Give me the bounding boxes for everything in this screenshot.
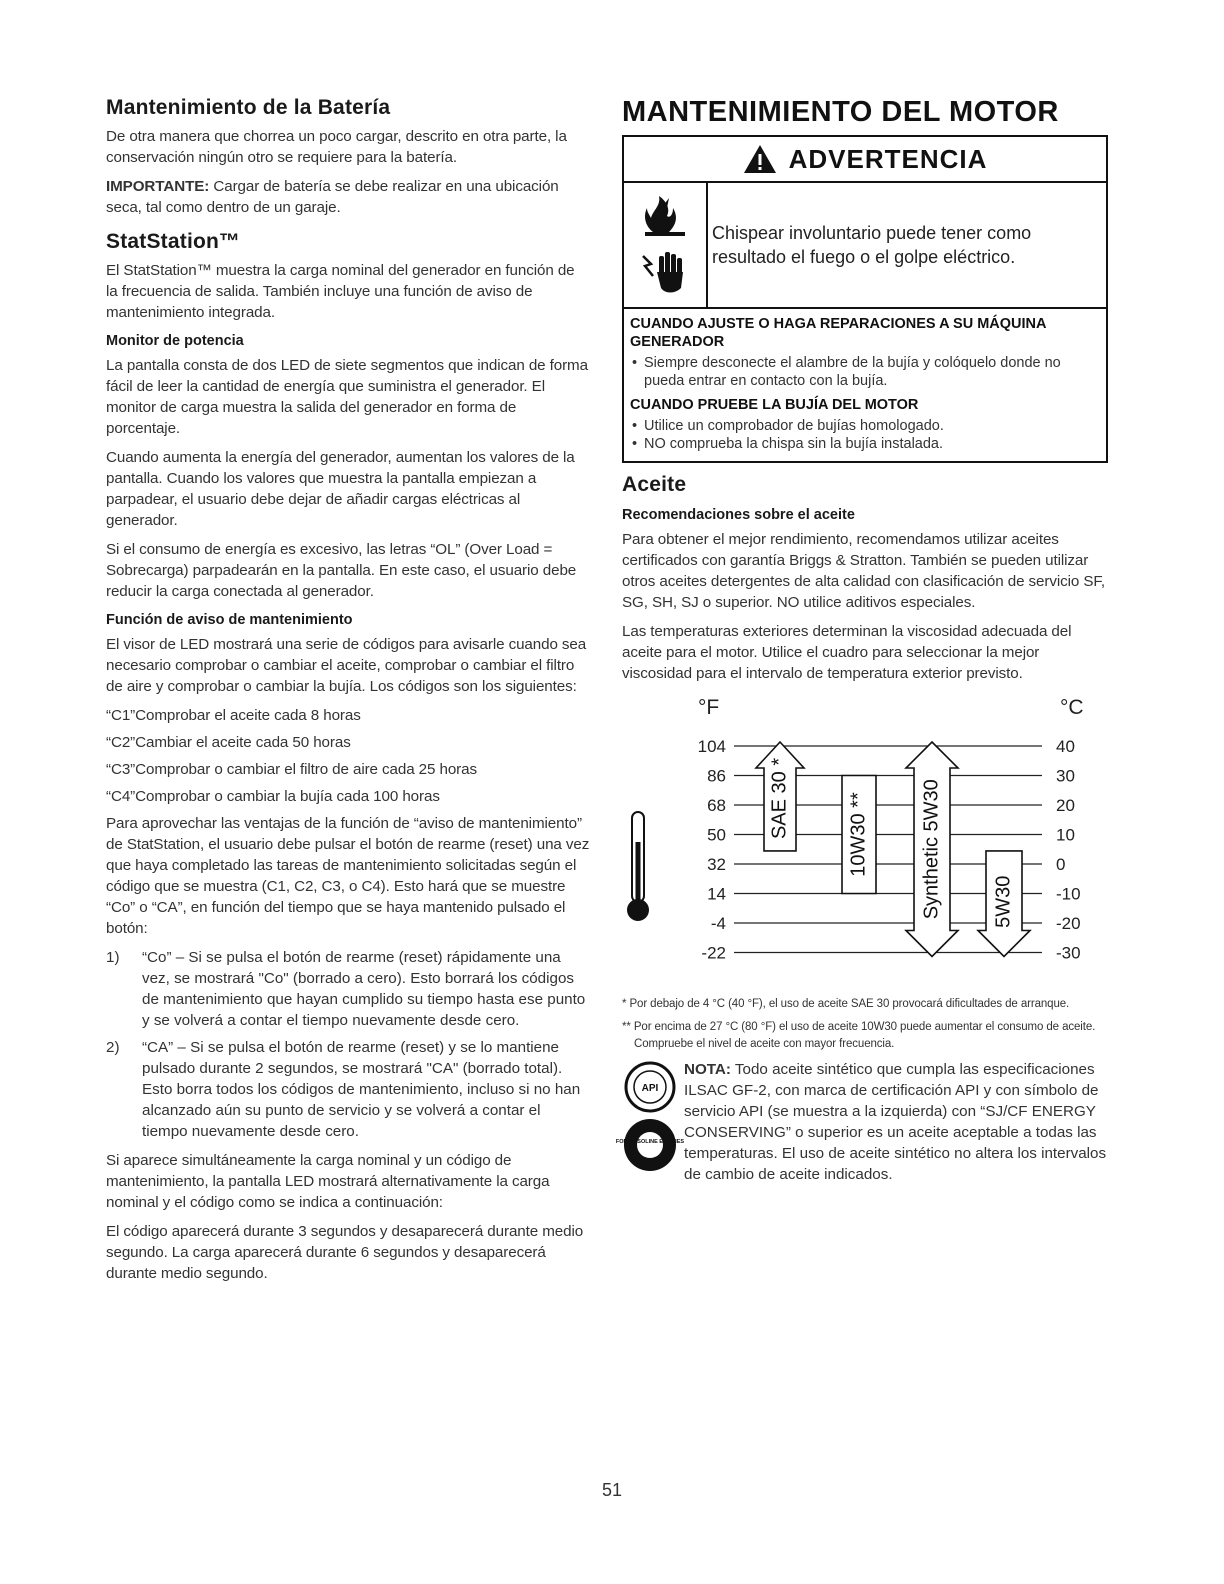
reset-steps — [106, 947, 590, 1142]
viscosity-chart — [622, 692, 1108, 988]
api-donut-text: FOR GASOLINE ENGINES — [615, 1139, 685, 1145]
api-service-symbol-icon — [615, 1059, 685, 1177]
code-c3: “C3”Comprobar o cambiar el filtro de aire cada 25 horas — [106, 761, 477, 778]
left-column — [106, 96, 590, 1292]
page-number: 51 — [601, 1480, 623, 1500]
nota-label: NOTA: — [684, 1061, 731, 1078]
c-tick-label: 30 — [1056, 766, 1075, 786]
aceite-title: Aceite — [622, 473, 687, 496]
important-text: Cargar de batería se debe realizar en una ubicación seca, tal como dentro de un garaje. — [106, 178, 559, 216]
warning-icons — [624, 183, 708, 307]
battery-paragraph: De otra manera que chorrea un poco cargar, descrito en otra parte, la conservación ningún otro se requiere para la batería. — [106, 128, 567, 166]
step-text: “CA” – Si se pulsa el botón de rearme (reset) y se lo mantiene pulsado durante 2 segundos, se mostrará "CA" (borrado total). Esto borra todos los códigos de mantenimiento, incluso si no han alcanzado aún su punto de servicio y se volverá a contar el tiempo nuevamente desde cero. — [142, 1039, 581, 1140]
footnote-1: * Por debajo de 4 °C (40 °F), el uso de aceite SAE 30 provocará dificultades de arranque. — [622, 998, 1070, 1010]
step-number: 1) — [106, 949, 120, 966]
unit-right-label: °C — [1060, 696, 1084, 719]
warning-triangle-icon — [743, 144, 777, 174]
aviso-paragraph-4: El código aparecerá durante 3 segundos y desaparecerá durante medio segundo. La carga aparecerá durante 6 segundos y desaparecerá durante medio segundo. — [106, 1223, 584, 1282]
f-tick-label: 14 — [707, 884, 726, 904]
recom-paragraph-1: Para obtener el mejor rendimiento, recomendamos utilizar aceites certificados con garantía Briggs & Stratton. También se pueden utilizar otros aceites detergentes de alta calidad con clasificación de servicio SF, SG, SH, SJ o superior. NO utilice aditivos especiales. — [622, 531, 1105, 611]
important-label: IMPORTANTE: — [106, 178, 210, 195]
unit-left-label: °F — [698, 696, 720, 719]
statstation-title: StatStation™ — [106, 230, 241, 253]
aviso-paragraph-2: Para aprovechar las ventajas de la función de “aviso de mantenimiento” de StatStation, el usuario debe pulsar el botón de rearme (reset) una vez que haya completado las tareas de mantenimiento solicitadas según el código que se muestra (C1, C2, C3, o C4). Esto hará que se muestre “Co” o “CA”, en función del tiempo que se haya mantenido pulsado el botón: — [106, 815, 590, 937]
code-c2: “C2”Cambiar el aceite cada 50 horas — [106, 734, 351, 751]
warning-header — [624, 137, 1106, 183]
aviso-paragraph-1: El visor de LED mostrará una serie de códigos para avisarle cuando sea necesario comprobar o cambiar el aceite, comprobar o cambiar el filtro de aire y comprobar o cambiar la bujía. Los códigos son los siguientes: — [106, 636, 587, 695]
c-tick-label: 0 — [1056, 855, 1066, 874]
api-seal-text: API — [641, 1083, 659, 1094]
warning-heading-2: CUANDO PRUEBE LA BUJÍA DEL MOTOR — [630, 397, 919, 413]
step-text: “Co” – Si se pulsa el botón de rearme (reset) rápidamente una vez, se mostrará "Co" (borrado a cero). Esto borrará los códigos de mantenimiento que hayan cumplido su tiempo hasta ese punto y se volverá a contar el tiempo nuevamente desde cero. — [142, 949, 586, 1029]
aviso-title: Función de aviso de mantenimiento — [106, 612, 353, 628]
warning-heading-1: CUANDO AJUSTE O HAGA REPARACIONES A SU MÁQUINA GENERADOR — [630, 316, 1046, 350]
f-tick-label: -22 — [701, 943, 726, 963]
recom-paragraph-2: Las temperaturas exteriores determinan la viscosidad adecuada del aceite para el motor. Utilice el cuadro para seleccionar la mejor viscosidad para el intervalo de temperatura exterior previsto. — [622, 623, 1072, 682]
viscosity-band-label: Synthetic 5W30 — [920, 779, 943, 920]
c-tick-label: -30 — [1056, 943, 1081, 963]
viscosity-band-label: SAE 30 * — [768, 757, 791, 840]
nota-block — [615, 1059, 1108, 1185]
viscosity-band-label: 5W30 — [992, 875, 1015, 928]
f-tick-label: 68 — [707, 796, 726, 815]
nota-text: Todo aceite sintético que cumpla las especificaciones ILSAC GF-2, con marca de certificación API y con símbolo de servicio API (se muestra a la izquierda) con “SJ/CF ENERGY CONSERVING” o superior es un aceite aceptable a todas las temperaturas. El uso de aceite sintético no altera los intervalos de cambio de aceite indicados. — [684, 1061, 1107, 1183]
aviso-paragraph-3: Si aparece simultáneamente la carga nominal y un código de mantenimiento, la pantalla LED mostrará alternativamente la carga nominal y el código como se indica a continuación: — [106, 1152, 550, 1211]
c-tick-label: -10 — [1056, 884, 1081, 904]
viscosity-chart-svg — [622, 692, 1108, 988]
list-item — [106, 947, 590, 1031]
warning-text: Chispear involuntario puede tener como resultado el fuego o el golpe eléctrico. — [712, 223, 1032, 267]
c-tick-label: 20 — [1056, 796, 1075, 815]
monitor-paragraph-1: La pantalla consta de dos LED de siete segmentos que indican de forma fácil de leer la cantidad de energía que suministra el generador. El monitor de carga muestra la salida del generador en forma de porcentaje. — [106, 357, 588, 437]
c-tick-label: 40 — [1056, 737, 1075, 756]
f-tick-label: 86 — [707, 766, 726, 786]
statstation-paragraph: El StatStation™ muestra la carga nominal del generador en función de la frecuencia de salida. También incluye una función de aviso de mantenimiento integrada. — [106, 262, 575, 321]
list-item — [106, 1037, 590, 1142]
recomendaciones-title: Recomendaciones sobre el aceite — [622, 507, 855, 523]
fire-icon — [639, 194, 691, 238]
monitor-title: Monitor de potencia — [106, 333, 244, 349]
f-tick-label: 50 — [707, 825, 726, 845]
footnote-2: ** Por encima de 27 °C (80 °F) el uso de aceite 10W30 puede aumentar el consumo de aceite. Compruebe el nivel de aceite con mayor frecuencia. — [622, 1021, 1096, 1050]
c-tick-label: -20 — [1056, 914, 1081, 933]
thermometer-icon — [627, 812, 649, 921]
motor-title: MANTENIMIENTO DEL MOTOR — [622, 96, 1059, 128]
warning-box — [622, 135, 1108, 463]
monitor-paragraph-2: Cuando aumenta la energía del generador, aumentan los valores de la pantalla. Cuando los valores que muestra la pantalla empiezan a parpadear, el usuario debe dejar de añadir cargas eléctricas al generador. — [106, 449, 575, 529]
step-number: 2) — [106, 1039, 120, 1056]
warning-list — [624, 309, 1106, 461]
warning-body — [624, 183, 1106, 309]
f-tick-label: -4 — [710, 914, 726, 933]
code-c1: “C1”Comprobar el aceite cada 8 horas — [106, 707, 361, 724]
monitor-paragraph-3: Si el consumo de energía es excesivo, las letras “OL” (Over Load = Sobrecarga) parpadearán en la pantalla. En este caso, el usuario debe reducir la carga conectada al generador. — [106, 541, 577, 600]
battery-important — [106, 176, 590, 218]
list-item: • Utilice un comprobador de bujías homologado. — [630, 417, 1098, 435]
warning-label: ADVERTENCIA — [788, 143, 988, 174]
battery-title: Mantenimiento de la Batería — [106, 96, 391, 119]
f-tick-label: 104 — [697, 737, 726, 756]
c-tick-label: 10 — [1056, 825, 1075, 845]
warning-bullets-1 — [630, 354, 1098, 390]
viscosity-band-label: 10W30 ** — [847, 792, 870, 877]
warning-bullets-2 — [630, 417, 1098, 453]
code-c4: “C4”Comprobar o cambiar la bujía cada 100 horas — [106, 788, 440, 805]
right-column — [615, 96, 1108, 1185]
f-tick-label: 32 — [707, 855, 726, 874]
list-item: • Siempre desconecte el alambre de la bujía y colóquelo donde no pueda entrar en contacto con la bujía. — [630, 354, 1098, 390]
electric-shock-icon — [641, 248, 689, 296]
list-item: • NO comprueba la chispa sin la bujía instalada. — [630, 435, 1098, 453]
